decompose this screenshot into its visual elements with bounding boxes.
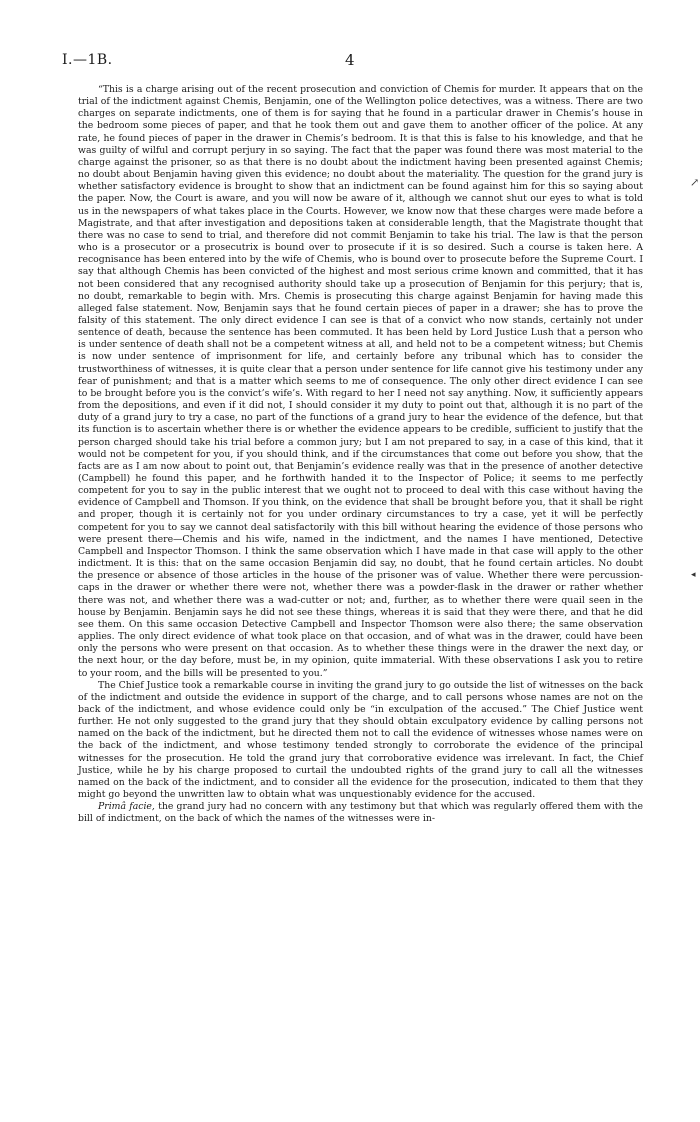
body-text <box>78 84 643 826</box>
paragraph-charge-quote: “This is a charge arising out of the recent prosecution and conviction of Chemis for murder. It appears that on the trial of the indictment against Chemis, Benjamin, one of the Wellington police detectives, was a witness. There are two charges on separate indictments, one of them is for saying that he found in a particular drawer in Chemis’s house in the bedroom some pieces of paper, and that he took them out and gave them to another officer of the police. At any rate, he found pieces of paper in the drawer in Chemis’s bedroom. It is that this is false to his knowledge, and that he was guilty of wilful and corrupt perjury in so saying. The fact that the paper was found there was most material to the charge against the prisoner, so as that there is no doubt about the indictment having been presented against Chemis; no doubt about Benjamin having given this evidence; no doubt about the materiality. The question for the grand jury is whether satisfactory evidence is brought to show that an indictment can be found against him for this so saying about the paper. Now, the Court is aware, and you will now be aware of it, although we cannot shut our eyes to what is told us in the newspapers of what takes place in the Courts. However, we know now that these charges were made before a Magistrate, and that after investigation and depositions taken at considerable length, that the Magistrate thought that there was no case to send to trial, and therefore did not commit Benjamin to take his trial. The law is that the person who is a prosecutor or a prosecutrix is bound over to prosecute if it is so desired. Such a course is taken here. A recognisance has been entered into by the wife of Chemis, who is bound over to prosecute before the Supreme Court. I say that although Chemis has been convicted of the highest and most serious crime known and committed, that it has not been considered that any recognised authority should take up a prosecution of Benjamin for this perjury; that is, no doubt, remarkable to begin with. Mrs. Chemis is prosecuting this charge against Benjamin for having made this alleged false statement. Now, Benjamin says that he found certain pieces of paper in a drawer; she has to prove the falsity of this statement. The only direct evidence I can see is that of a convict who now stands, certainly not under sentence of death, because the sentence has been commuted. It has been held by Lord Justice Lush that a person who is under sentence of death shall not be a competent witness at all, and held not to be a competent witness; but Chemis is now under sentence of imprisonment for life, and certainly before any tribunal which has to consider the trustworthiness of witnesses, it is quite clear that a person under sentence for life cannot give his testimony under any fear of punishment; and that is a matter which seems to me of consequence. The only other direct evidence I can see to be brought before you is the convict’s wife’s. With regard to her I need not say anything. Now, it sufficiently appears from the depositions, and even if it did not, I should consider it my duty to point out that, although it is no part of the duty of a grand jury to try a case, no part of the functions of a grand jury to hear the evidence of the defence, but that its function is to ascertain whether there is or whether the evidence appears to be credible, sufficient to justify that the person charged should take his trial before a common jury; but I am not prepared to say, in a case of this kind, that it would not be competent for you, if you should think, and if the circumstances that come out before you show, that the facts are as I am now about to point out, that Benjamin’s evidence really was that in the presence of another detective (Campbell) he found this paper, and he forthwith handed it to the Inspector of Police; it seems to me perfectly competent for you to say in the public interest that we ought not to proceed to deal with this case without having the evidence of Campbell and Thomson. If you think, on the evidence that shall be brought before you, that it shall be right and proper, though it is certainly not for you under ordinary circumstances to try a case, yet it will be perfectly competent for you to say we cannot deal satisfactorily with this bill without hearing the evidence of those persons who were present there—Chemis and his wife, named in the indictment, and the names I have mentioned, Detective Campbell and Inspector Thomson. I think the same observation which I have made in that case will apply to the other indictment. It is this: that on the same occasion Benjamin did say, no doubt, that he found certain articles. No doubt the presence or absence of those articles in the house of the prisoner was of value. Whether there were percussion-caps in the drawer or whether there were not, whether there was a powder-flask in the drawer or rather whether there was not, and whether there was a wad-cutter or not; and, further, as to whether there were quail seen in the house by Benjamin. Benjamin says he did not see these things, whereas it is said that they were there, and that he did see them. On this same occasion Detective Campbell and Inspector Thomson were also there; the same observation applies. The only direct evidence of what took place on that occasion, and of what was in the drawer, could have been only the persons who were present on that occasion. As to whether these things were in the drawer the next day, or the next hour, or the day before, must be, in my opinion, quite immaterial. With these observations I ask you to retire to your room, and the bills will be presented to you.” <box>78 84 643 679</box>
page-number: 4 <box>345 51 355 69</box>
italic-phrase: Primâ facie, <box>98 801 155 813</box>
margin-mark-lower: ◂ <box>691 570 696 580</box>
paragraph-chief-justice: The Chief Justice took a remarkable course in inviting the grand jury to go outside the list of witnesses on the back of the indictment and outside the evidence in support of the charge, and to call persons whose names are not on the back of the indictment, and whose evidence could only be “in exculpation of the accused.” The Chief Justice went further. He not only suggested to the grand jury that they should obtain exculpatory evidence by calling persons not named on the back of the indictment, but he directed them not to call the evidence of witnesses whose names were on the back of the indictment, and whose testimony tended strongly to corroborate the evidence of the principal witnesses for the prosecution. He told the grand jury that corroborative evidence was irrelevant. In fact, the Chief Justice, while he by his charge proposed to curtail the undoubted rights of the grand jury to call all the witnesses named on the back of the indictment, and to consider all the evidence for the prosecution, indicated to them that they might go beyond the unwritten law to obtain what was unquestionably evidence for the accused. <box>78 679 643 801</box>
series-reference: I.—1B. <box>62 52 113 68</box>
margin-mark-upper: ↗ <box>690 176 700 189</box>
paragraph-prima-facie <box>78 801 643 825</box>
paragraph-prima-facie-text: the grand jury had no concern with any testimony but that which was regularly offered them with the bill of indictment, on the back of which the names of the witnesses were in- <box>78 801 643 825</box>
